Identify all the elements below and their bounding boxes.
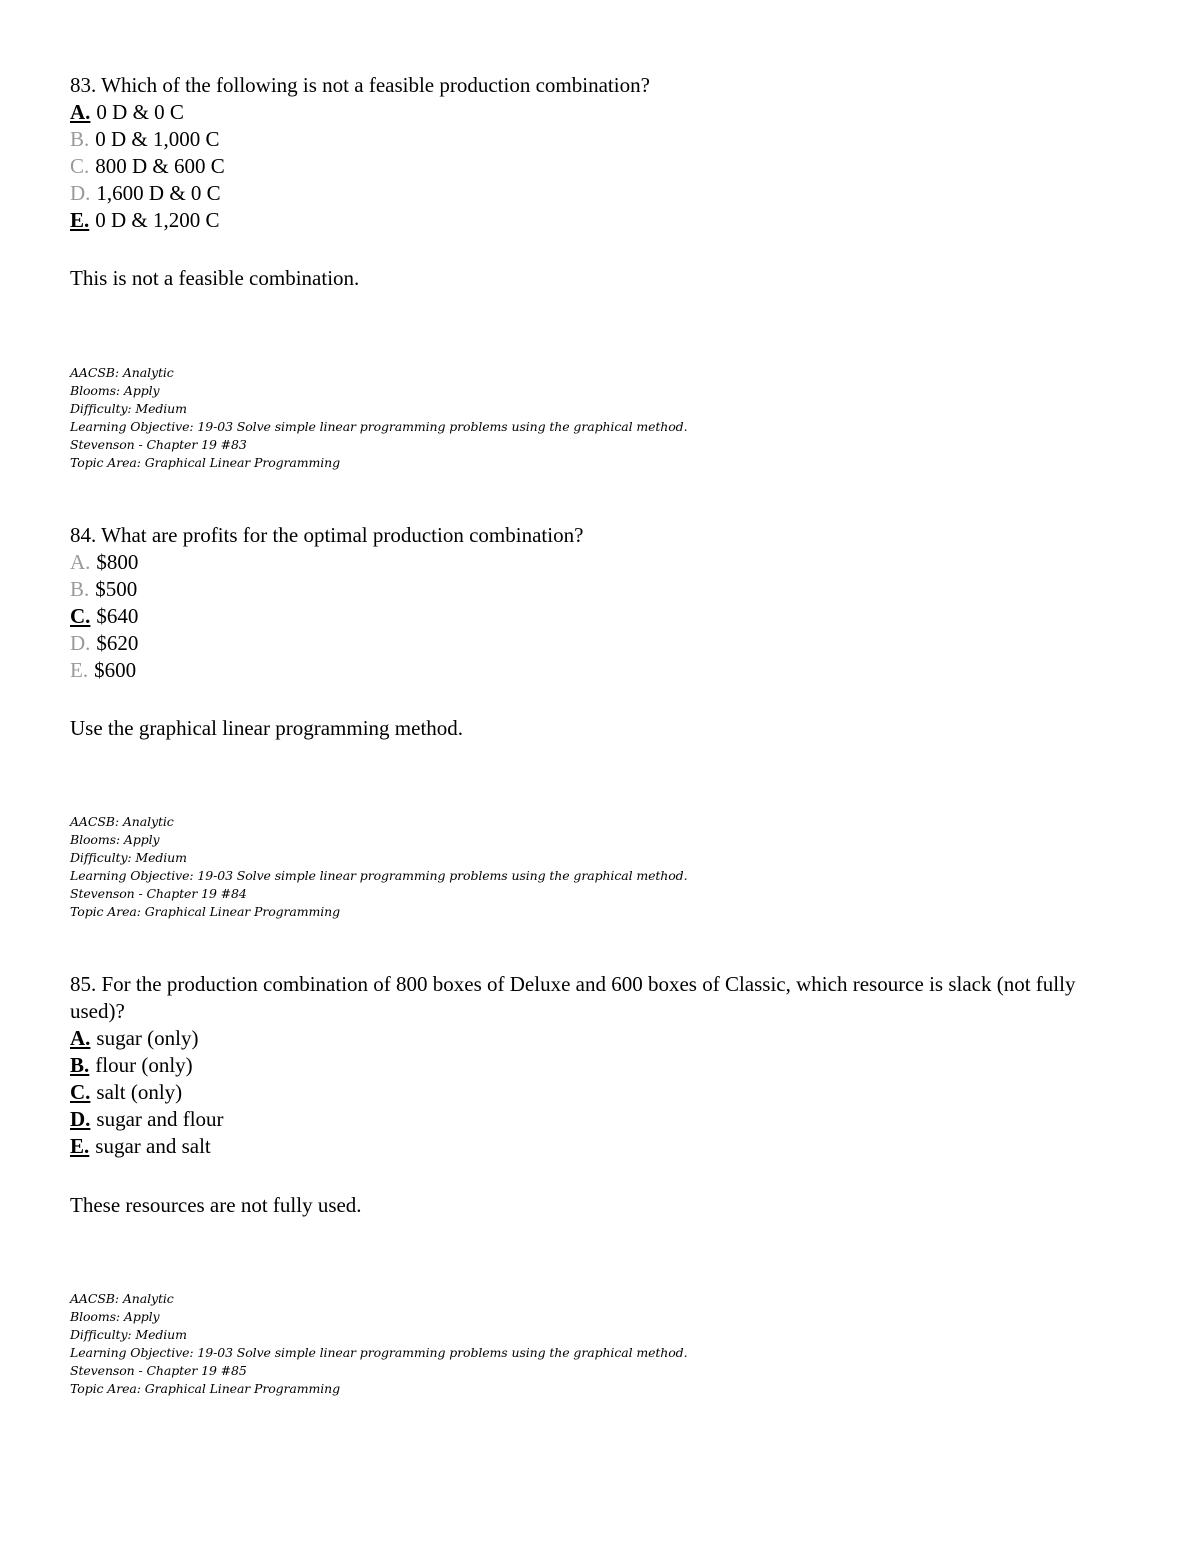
- meta-topic-area: Topic Area: Graphical Linear Programming: [70, 455, 341, 470]
- choice-letter: E.: [70, 1134, 90, 1158]
- choice-letter: B.: [70, 127, 90, 151]
- choice-d: [70, 180, 1130, 207]
- answer-choices: [70, 1025, 1130, 1160]
- choice-text: $800: [96, 550, 139, 574]
- meta-difficulty: Difficulty: Medium: [70, 850, 187, 865]
- metadata-block: [70, 364, 687, 472]
- choice-b: [70, 1052, 1130, 1079]
- meta-blooms: Blooms: Apply: [70, 832, 160, 847]
- meta-difficulty: Difficulty: Medium: [70, 401, 187, 416]
- choice-text: 800 D & 600 C: [95, 154, 225, 178]
- choice-a: [70, 549, 1130, 576]
- meta-blooms: Blooms: Apply: [70, 1309, 160, 1324]
- choice-text: $500: [95, 577, 138, 601]
- choice-text: 1,600 D & 0 C: [96, 181, 221, 205]
- meta-chapter: Stevenson - Chapter 19 #85: [70, 1363, 247, 1378]
- meta-aacsb: AACSB: Analytic: [70, 814, 174, 829]
- meta-chapter: Stevenson - Chapter 19 #83: [70, 437, 247, 452]
- choice-e: [70, 657, 1130, 684]
- meta-aacsb: AACSB: Analytic: [70, 1291, 174, 1306]
- choice-text: 0 D & 0 C: [96, 100, 184, 124]
- choice-text: flour (only): [95, 1053, 193, 1077]
- choice-letter: D.: [70, 1107, 91, 1131]
- choice-letter: C.: [70, 604, 91, 628]
- choice-letter: A.: [70, 1026, 91, 1050]
- choice-c: [70, 153, 1130, 180]
- question-83: [70, 72, 1130, 470]
- choice-letter: B.: [70, 577, 90, 601]
- choice-letter: A.: [70, 550, 91, 574]
- question-84: [70, 522, 1130, 919]
- choice-d: [70, 630, 1130, 657]
- choice-text: 0 D & 1,000 C: [95, 127, 220, 151]
- meta-blooms: Blooms: Apply: [70, 383, 160, 398]
- choice-text: $640: [96, 604, 139, 628]
- choice-letter: A.: [70, 100, 91, 124]
- meta-topic-area: Topic Area: Graphical Linear Programming: [70, 1381, 341, 1396]
- answer-choices: [70, 549, 1130, 684]
- choice-a: [70, 1025, 1130, 1052]
- metadata-block: [70, 1290, 687, 1398]
- meta-learning-objective: Learning Objective: 19-03 Solve simple linear programming problems using the graphical method.: [70, 419, 688, 434]
- choice-e: [70, 207, 1130, 234]
- choice-text: sugar and salt: [95, 1134, 211, 1158]
- meta-difficulty: Difficulty: Medium: [70, 1327, 187, 1342]
- choice-text: sugar (only): [96, 1026, 199, 1050]
- choice-letter: C.: [70, 154, 90, 178]
- choice-d: [70, 1106, 1130, 1133]
- choice-c: [70, 1079, 1130, 1106]
- choice-text: salt (only): [96, 1080, 183, 1104]
- choice-letter: C.: [70, 1080, 91, 1104]
- choice-b: [70, 126, 1130, 153]
- explanation: This is not a feasible combination.: [70, 266, 360, 290]
- choice-a: [70, 99, 1130, 126]
- choice-letter: E.: [70, 208, 90, 232]
- choice-letter: D.: [70, 181, 91, 205]
- metadata-block: [70, 813, 687, 921]
- question-text: 83. Which of the following is not a feasible production combination?: [70, 73, 650, 97]
- choice-letter: D.: [70, 631, 91, 655]
- choice-text: $600: [94, 658, 137, 682]
- choice-letter: E.: [70, 658, 89, 682]
- meta-learning-objective: Learning Objective: 19-03 Solve simple linear programming problems using the graphical method.: [70, 868, 688, 883]
- choice-e: [70, 1133, 1130, 1160]
- choice-text: $620: [96, 631, 139, 655]
- question-85: [70, 971, 1130, 1396]
- question-text: 85. For the production combination of 800 boxes of Deluxe and 600 boxes of Classic, which resource is slack (not fully used)?: [70, 972, 1076, 1023]
- choice-text: sugar and flour: [96, 1107, 224, 1131]
- choice-letter: B.: [70, 1053, 90, 1077]
- choice-b: [70, 576, 1130, 603]
- meta-learning-objective: Learning Objective: 19-03 Solve simple linear programming problems using the graphical method.: [70, 1345, 688, 1360]
- explanation: These resources are not fully used.: [70, 1193, 362, 1217]
- choice-c: [70, 603, 1130, 630]
- answer-choices: [70, 99, 1130, 234]
- meta-topic-area: Topic Area: Graphical Linear Programming: [70, 904, 341, 919]
- meta-aacsb: AACSB: Analytic: [70, 365, 174, 380]
- explanation: Use the graphical linear programming method.: [70, 716, 464, 740]
- question-text: 84. What are profits for the optimal production combination?: [70, 523, 584, 547]
- meta-chapter: Stevenson - Chapter 19 #84: [70, 886, 247, 901]
- choice-text: 0 D & 1,200 C: [95, 208, 220, 232]
